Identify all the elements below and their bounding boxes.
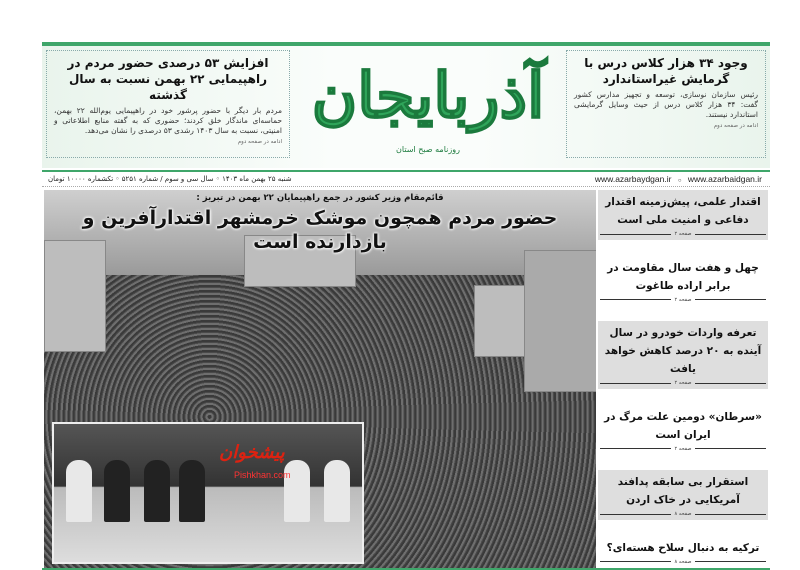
photo-person (104, 460, 130, 522)
side-headline[interactable] (598, 321, 768, 389)
page-ref (600, 295, 766, 305)
side-headline[interactable] (598, 470, 768, 520)
page-ref (600, 229, 766, 239)
side-headline-title: چهل و هفت سال مقاومت در برابر اراده طاغوت (607, 261, 759, 292)
lead-headline[interactable]: حضور مردم همچون موشک خرمشهر اقتدارآفرین و بازدارنده است (82, 207, 558, 253)
lead-text-block (44, 192, 596, 254)
photo-person (66, 460, 92, 522)
newspaper-front-page (42, 42, 770, 570)
logo-subtitle: روزنامه صبح استان (396, 145, 460, 154)
page-ref-label: صفحه ۲ (674, 296, 692, 303)
website-link-1[interactable]: www.azarbaydgan.ir (594, 174, 672, 184)
side-headline[interactable] (598, 536, 768, 568)
side-headline[interactable] (598, 405, 768, 455)
page-ref-label: صفحه ۲ (674, 231, 692, 237)
page-ref (600, 509, 766, 519)
page-ref-label: صفحه ۸ (674, 511, 692, 518)
left-teaser-body: مردم بار دیگر با حضور پرشور خود در راهپیمایی یوم‌الله ۲۲ بهمن، حماسه‌ای ماندگار خلق کردند؛ حضوری که به گفته منابع اطلاعاتی و امنیتی، نسبت به سال ۱۴۰۳ رشدی ۵۳ درصدی را نشان می‌دهد. (54, 106, 282, 135)
right-teaser-box[interactable] (566, 50, 766, 158)
right-teaser-more: ادامه در صفحه دوم (713, 123, 758, 129)
logo-name: آذربایجان (311, 59, 545, 132)
right-teaser-title: وجود ۳۴ هزار کلاس درس با گرمایش غیراستاندارد (584, 56, 748, 86)
lead-kicker: قائم‌مقام وزیر کشور در جمع راهپیمایان ۲۲ بهمن در تبریز : (196, 193, 444, 203)
left-teaser-title: افزایش ۵۳ درصدی حضور مردم در راهپیمایی ۲۲ بهمن نسبت به سال گذشته (67, 56, 269, 102)
side-headlines-column (598, 190, 768, 568)
photo-person (324, 460, 350, 522)
separator: ○ (677, 178, 682, 184)
side-headline-title: اقتدار علمی، پیش‌زمینه اقتدار دفاعی و امنیت ملی است (605, 196, 761, 226)
issue-date: شنبه ۲۵ بهمن ماه ۱۴۰۳ ◦ سال سی و سوم / شماره ۵۲۵۱ ◦ تکشماره ۱۰۰۰۰ تومان (48, 175, 292, 183)
page-ref (600, 557, 766, 567)
masthead-area (42, 46, 770, 168)
website-link-2[interactable]: www.azarbaidgan.ir (687, 174, 762, 184)
right-teaser-body: رئیس سازمان نوسازی، توسعه و تجهیز مدارس کشور گفت: ۳۴ هزار کلاس درس از حیث وسایل گرمایشی استاندارد نیستند. (574, 90, 759, 119)
page-ref-label: صفحه ۸ (674, 558, 692, 565)
page-ref (600, 444, 766, 454)
photo-person (144, 460, 170, 522)
page-ref-label: صفحه ۲ (674, 445, 692, 452)
side-headline-title: تعرفه واردات خودرو در سال آینده به ۲۰ درصد کاهش خواهد یافت (604, 327, 762, 376)
page-ref-label: صفحه ۲ (674, 380, 692, 387)
lead-story-photo[interactable] (44, 190, 596, 568)
photo-building (44, 240, 106, 352)
side-headline[interactable] (598, 190, 768, 240)
dateline (42, 170, 770, 187)
side-headline-title: «سرطان» دومین علت مرگ در ایران است (604, 410, 762, 441)
photo-building (524, 250, 596, 392)
watermark-url: Pishkhan.com (234, 470, 291, 480)
left-teaser-box[interactable] (46, 50, 290, 158)
side-headline-title: استقرار بی سابقه پدافند آمریکایی در خاک اردن (617, 476, 749, 507)
masthead-logo (294, 48, 562, 166)
left-teaser-more: ادامه در صفحه دوم (237, 139, 282, 145)
photo-person (179, 460, 205, 522)
side-headline-title: ترکیه به دنبال سلاح هسته‌ای؟ (606, 541, 760, 554)
page-ref (600, 378, 766, 388)
website-links (595, 172, 762, 188)
watermark-logo: پیشخوان (219, 442, 285, 463)
side-headline[interactable] (598, 256, 768, 306)
inset-photo (52, 422, 364, 564)
